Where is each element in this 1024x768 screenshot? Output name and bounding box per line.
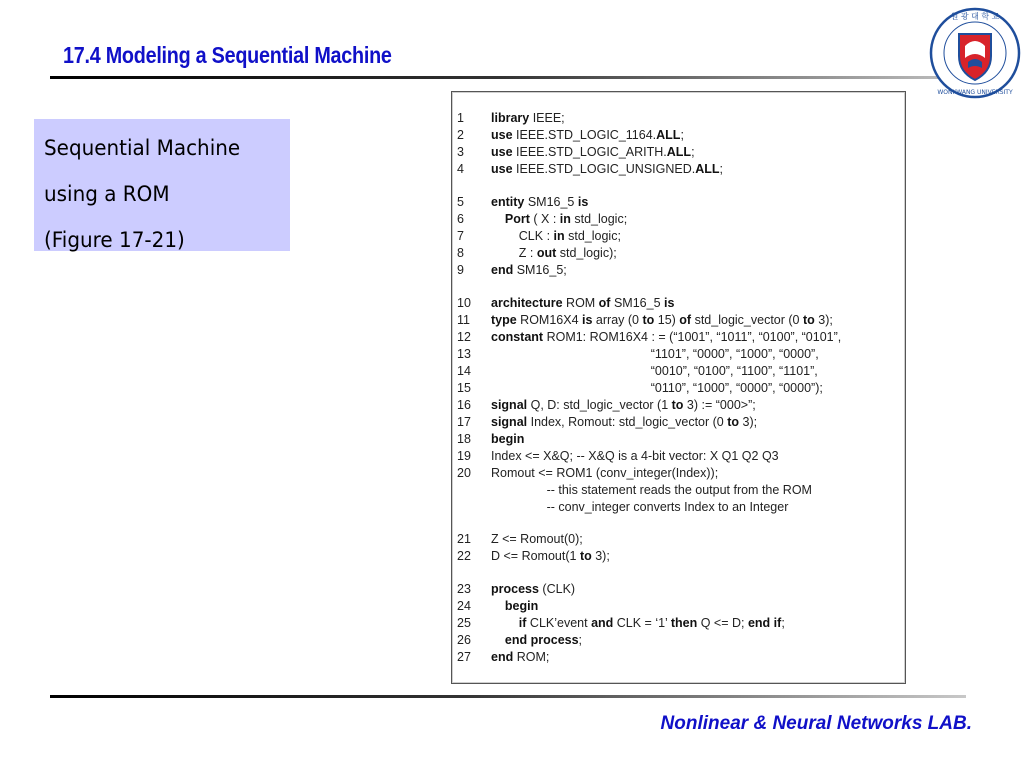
code-keyword: architecture <box>491 296 563 310</box>
callout-line-3: (Figure 17-21) <box>44 228 185 252</box>
code-token: IEEE.STD_LOGIC_UNSIGNED. <box>512 162 696 176</box>
code-keyword: begin <box>491 432 525 446</box>
code-token: std_logic); <box>556 246 617 260</box>
code-token: ; <box>578 633 583 647</box>
code-token: CLK : <box>491 229 554 243</box>
title-divider <box>50 76 952 79</box>
code-keyword: Port <box>504 212 530 226</box>
code-text <box>491 195 588 209</box>
line-number: 4 <box>457 162 464 176</box>
line-number: 5 <box>457 195 464 209</box>
line-number: 18 <box>457 432 471 446</box>
code-token: ROM; <box>513 650 550 664</box>
code-text <box>491 229 621 243</box>
code-text <box>491 483 812 497</box>
slide-title: 17.4 Modeling a Sequential Machine <box>63 42 392 68</box>
code-token: SM16_5 <box>524 195 578 209</box>
code-token: ; <box>781 616 785 630</box>
code-keyword: library <box>491 111 530 125</box>
code-token: ROM1: ROM16X4 : = (“1001”, “1011”, “0100”, “0101”, <box>543 330 842 344</box>
code-text <box>491 466 718 480</box>
code-token: IEEE.STD_LOGIC_ARITH. <box>512 145 667 159</box>
code-listing <box>451 91 906 684</box>
code-text <box>491 111 565 125</box>
code-token: ; <box>719 162 724 176</box>
code-text <box>491 500 788 514</box>
line-number: 16 <box>457 398 471 412</box>
code-text <box>491 296 674 310</box>
line-number: 3 <box>457 145 464 159</box>
code-keyword: ALL <box>666 145 692 159</box>
code-text <box>491 582 575 596</box>
line-number: 1 <box>457 111 464 125</box>
line-number: 13 <box>457 347 471 361</box>
code-keyword: use <box>491 128 513 142</box>
code-token: ( X : <box>529 212 560 226</box>
code-keyword: is <box>664 296 675 310</box>
figure-callout <box>34 119 290 251</box>
line-number: 22 <box>457 549 471 563</box>
code-keyword: constant <box>491 330 544 344</box>
code-token: CLK’event <box>526 616 592 630</box>
code-keyword: signal <box>491 398 528 412</box>
code-keyword: type <box>491 313 517 327</box>
code-token: std_logic_vector (0 <box>691 313 803 327</box>
code-keyword: end <box>491 263 514 277</box>
code-token: array (0 <box>592 313 643 327</box>
code-token: SM16_5 <box>610 296 664 310</box>
code-token: 3); <box>814 313 833 327</box>
code-keyword: is <box>577 195 589 209</box>
code-token: -- conv_integer converts Index to an Integer <box>491 500 789 514</box>
line-number: 9 <box>457 263 464 277</box>
line-number: 15 <box>457 381 471 395</box>
line-number: 19 <box>457 449 471 463</box>
code-text <box>491 162 723 176</box>
code-text <box>491 128 684 142</box>
code-token: 3); <box>739 415 758 429</box>
code-keyword: then <box>670 616 698 630</box>
code-text <box>491 212 627 226</box>
code-token: ; <box>680 128 684 142</box>
code-token: “1101”, “0000”, “1000”, “0000”, <box>491 347 819 361</box>
line-number: 14 <box>457 364 471 378</box>
code-token: Index, Romout: std_logic_vector (0 <box>527 415 728 429</box>
code-keyword: in <box>553 229 565 243</box>
code-token: SM16_5; <box>513 263 567 277</box>
code-text <box>491 145 695 159</box>
code-text <box>491 263 567 277</box>
line-number: 23 <box>457 582 471 596</box>
code-text <box>491 650 549 664</box>
line-number: 21 <box>457 532 471 546</box>
code-keyword: to <box>727 415 740 429</box>
lab-name-footer: Nonlinear & Neural Networks LAB. <box>660 713 972 734</box>
code-token: Q <= D; <box>697 616 748 630</box>
code-token: CLK = ‘1’ <box>613 616 671 630</box>
line-number: 25 <box>457 616 471 630</box>
footer-divider <box>50 695 966 698</box>
code-keyword: use <box>491 145 513 159</box>
code-keyword: end if <box>747 616 782 630</box>
code-token: “0110”, “1000”, “0000”, “0000”); <box>491 381 823 395</box>
line-number: 8 <box>457 246 464 260</box>
code-token <box>491 633 505 647</box>
line-number: 10 <box>457 296 471 310</box>
callout-line-1: Sequential Machine <box>44 136 241 160</box>
line-number: 20 <box>457 466 471 480</box>
code-text <box>491 415 757 429</box>
code-keyword: in <box>559 212 571 226</box>
code-token: 3); <box>591 549 610 563</box>
line-number: 17 <box>457 415 471 429</box>
code-keyword: begin <box>504 599 539 613</box>
code-token <box>491 616 519 630</box>
code-keyword: to <box>579 549 592 563</box>
code-text <box>491 246 617 260</box>
line-number: 26 <box>457 633 471 647</box>
code-text <box>491 398 756 412</box>
code-token: Q, D: std_logic_vector (1 <box>527 398 672 412</box>
code-keyword: if <box>518 616 527 630</box>
code-keyword: of <box>598 296 611 310</box>
code-token: ROM <box>562 296 599 310</box>
code-token: Z : <box>491 246 537 260</box>
line-number: 7 <box>457 229 464 243</box>
svg-text:원 광 대 학 교: 원 광 대 학 교 <box>950 12 1000 21</box>
code-token: ROM16X4 <box>516 313 583 327</box>
line-number: 11 <box>457 313 470 327</box>
code-text <box>491 616 785 630</box>
code-keyword: signal <box>491 415 528 429</box>
code-token: std_logic; <box>570 212 628 226</box>
code-token: Romout <= ROM1 (conv_integer(Index)); <box>491 466 719 480</box>
code-token: IEEE; <box>529 111 565 125</box>
code-token: -- this statement reads the output from the ROM <box>491 483 812 497</box>
code-keyword: of <box>679 313 692 327</box>
code-token: 15) <box>654 313 680 327</box>
code-keyword: to <box>642 313 655 327</box>
code-token: Z <= Romout(0); <box>491 532 583 546</box>
code-text <box>491 432 524 446</box>
code-text <box>491 364 818 378</box>
code-keyword: ALL <box>695 162 720 176</box>
code-keyword: entity <box>491 195 525 209</box>
code-keyword: out <box>536 246 557 260</box>
code-text <box>491 313 833 327</box>
code-keyword: process <box>491 582 539 596</box>
code-text <box>491 330 841 344</box>
code-keyword: end process <box>504 633 579 647</box>
code-token: ; <box>691 145 695 159</box>
callout-line-2: using a ROM <box>44 182 170 206</box>
code-keyword: to <box>671 398 684 412</box>
code-keyword: and <box>591 616 614 630</box>
line-number: 6 <box>457 212 464 226</box>
line-number: 24 <box>457 599 471 613</box>
code-token <box>491 212 505 226</box>
line-number: 27 <box>457 650 471 664</box>
code-text <box>491 599 538 613</box>
code-token: std_logic; <box>564 229 621 243</box>
code-keyword: to <box>802 313 815 327</box>
code-token <box>491 599 505 613</box>
code-text <box>491 633 582 647</box>
code-token: Index <= X&Q; -- X&Q is a 4-bit vector: X Q1 Q2 Q3 <box>491 449 779 463</box>
code-token: 3) := “000>”; <box>683 398 756 412</box>
code-text <box>491 532 583 546</box>
code-text <box>491 381 823 395</box>
code-token: IEEE.STD_LOGIC_1164. <box>512 128 657 142</box>
code-text <box>491 347 819 361</box>
code-keyword: end <box>491 650 514 664</box>
line-number: 12 <box>457 330 471 344</box>
code-keyword: ALL <box>656 128 681 142</box>
code-keyword: use <box>491 162 513 176</box>
code-text <box>491 449 779 463</box>
svg-text:WONKWANG UNIVERSITY: WONKWANG UNIVERSITY <box>937 89 1013 96</box>
code-token: D <= Romout(1 <box>491 549 580 563</box>
code-text <box>491 549 610 563</box>
line-number: 2 <box>457 128 464 142</box>
code-token: “0010”, “0100”, “1100”, “1101”, <box>491 364 818 378</box>
code-token: (CLK) <box>538 582 576 596</box>
code-keyword: is <box>582 313 593 327</box>
university-logo <box>928 6 1022 100</box>
